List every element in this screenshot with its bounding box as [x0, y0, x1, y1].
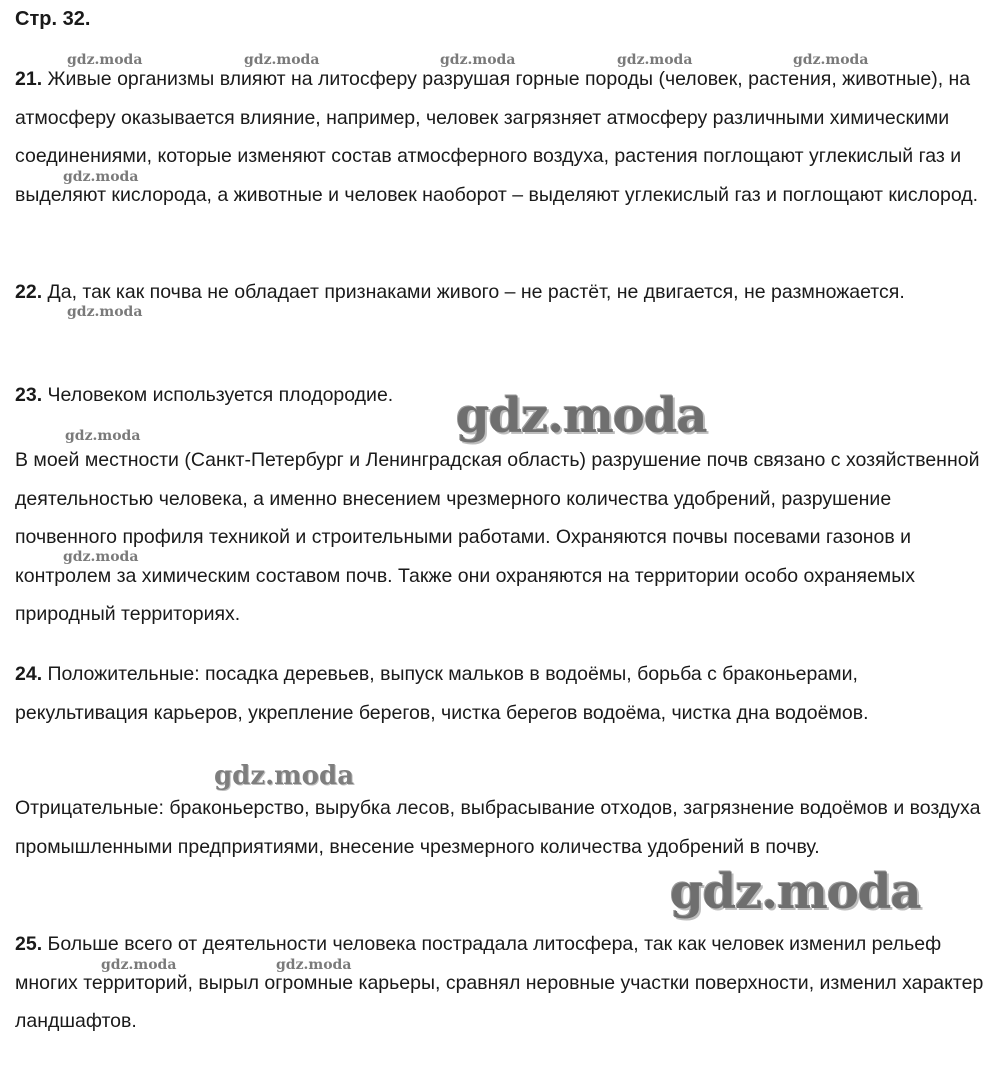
- answer-number: 22.: [15, 281, 43, 303]
- answer-24: [15, 655, 995, 732]
- answer-text: Человеком используется плодородие.: [47, 384, 394, 406]
- answer-text: Да, так как почва не обладает признаками живого – не растёт, не двигается, не размножается.: [47, 281, 905, 303]
- answer-text: Больше всего от деятельности человека пострадала литосфера, так как человек изменил рельеф многих территорий, вырыл огромные карьеры, сравнял неровные участки поверхности, изменил характер ландшафтов.: [15, 933, 984, 1032]
- answer-number: 21.: [15, 68, 43, 90]
- watermark: gdz.moda: [276, 957, 352, 973]
- answer-23-paragraph-2: В моей местности (Санкт-Петербург и Ленинградская область) разрушение почв связано с хозяйственной деятельностью человека, а именно внесением чрезмерного количества удобрений, разрушение почвенного профиля техникой и строительными работами. Охраняются почвы посевами газонов и контролем за химическим составом почв. Также они охраняются на территории особо охраняемых природный территориях.: [15, 449, 980, 625]
- watermark: gdz.moda: [793, 52, 869, 68]
- watermark: gdz.moda: [65, 428, 141, 444]
- watermark: gdz.moda: [67, 52, 143, 68]
- watermark: gdz.moda: [67, 304, 143, 320]
- watermark: gdz.moda: [670, 864, 921, 920]
- watermark: gdz.moda: [63, 549, 139, 565]
- answer-number: 25.: [15, 933, 43, 955]
- answer-text: Положительные: посадка деревьев, выпуск мальков в водоёмы, борьба с браконьерами, рекультивация карьеров, укрепление берегов, чистка берегов водоёма, чистка дна водоёмов.: [15, 663, 869, 724]
- answer-number: 24.: [15, 663, 43, 685]
- answer-24-paragraph-2: Отрицательные: браконьерство, вырубка лесов, выбрасывание отходов, загрязнение водоёмов и воздуха промышленными предприятиями, внесение чрезмерного количества удобрений в почву.: [15, 797, 981, 858]
- answer-number: 23.: [15, 384, 43, 406]
- watermark: gdz.moda: [63, 169, 139, 185]
- watermark: gdz.moda: [101, 957, 177, 973]
- watermark: gdz.moda: [244, 52, 320, 68]
- answer-21: [15, 60, 995, 214]
- watermark: gdz.moda: [440, 52, 516, 68]
- watermark: gdz.moda: [214, 761, 355, 791]
- watermark: gdz.moda: [456, 388, 707, 444]
- answer-text: Живые организмы влияют на литосферу разрушая горные породы (человек, растения, животные), на атмосферу оказывается влияние, например, человек загрязняет атмосферу различными химическими соединениями, которые изменяют состав атмосферного воздуха, растения поглощают углекислый газ и выделяют кислорода, а животные и человек наоборот – выделяют углекислый газ и поглощают кислород.: [15, 68, 979, 206]
- watermark: gdz.moda: [617, 52, 693, 68]
- page-number-label: Стр. 32.: [15, 8, 91, 30]
- answer-25: [15, 925, 995, 1041]
- answer-22: [15, 273, 995, 312]
